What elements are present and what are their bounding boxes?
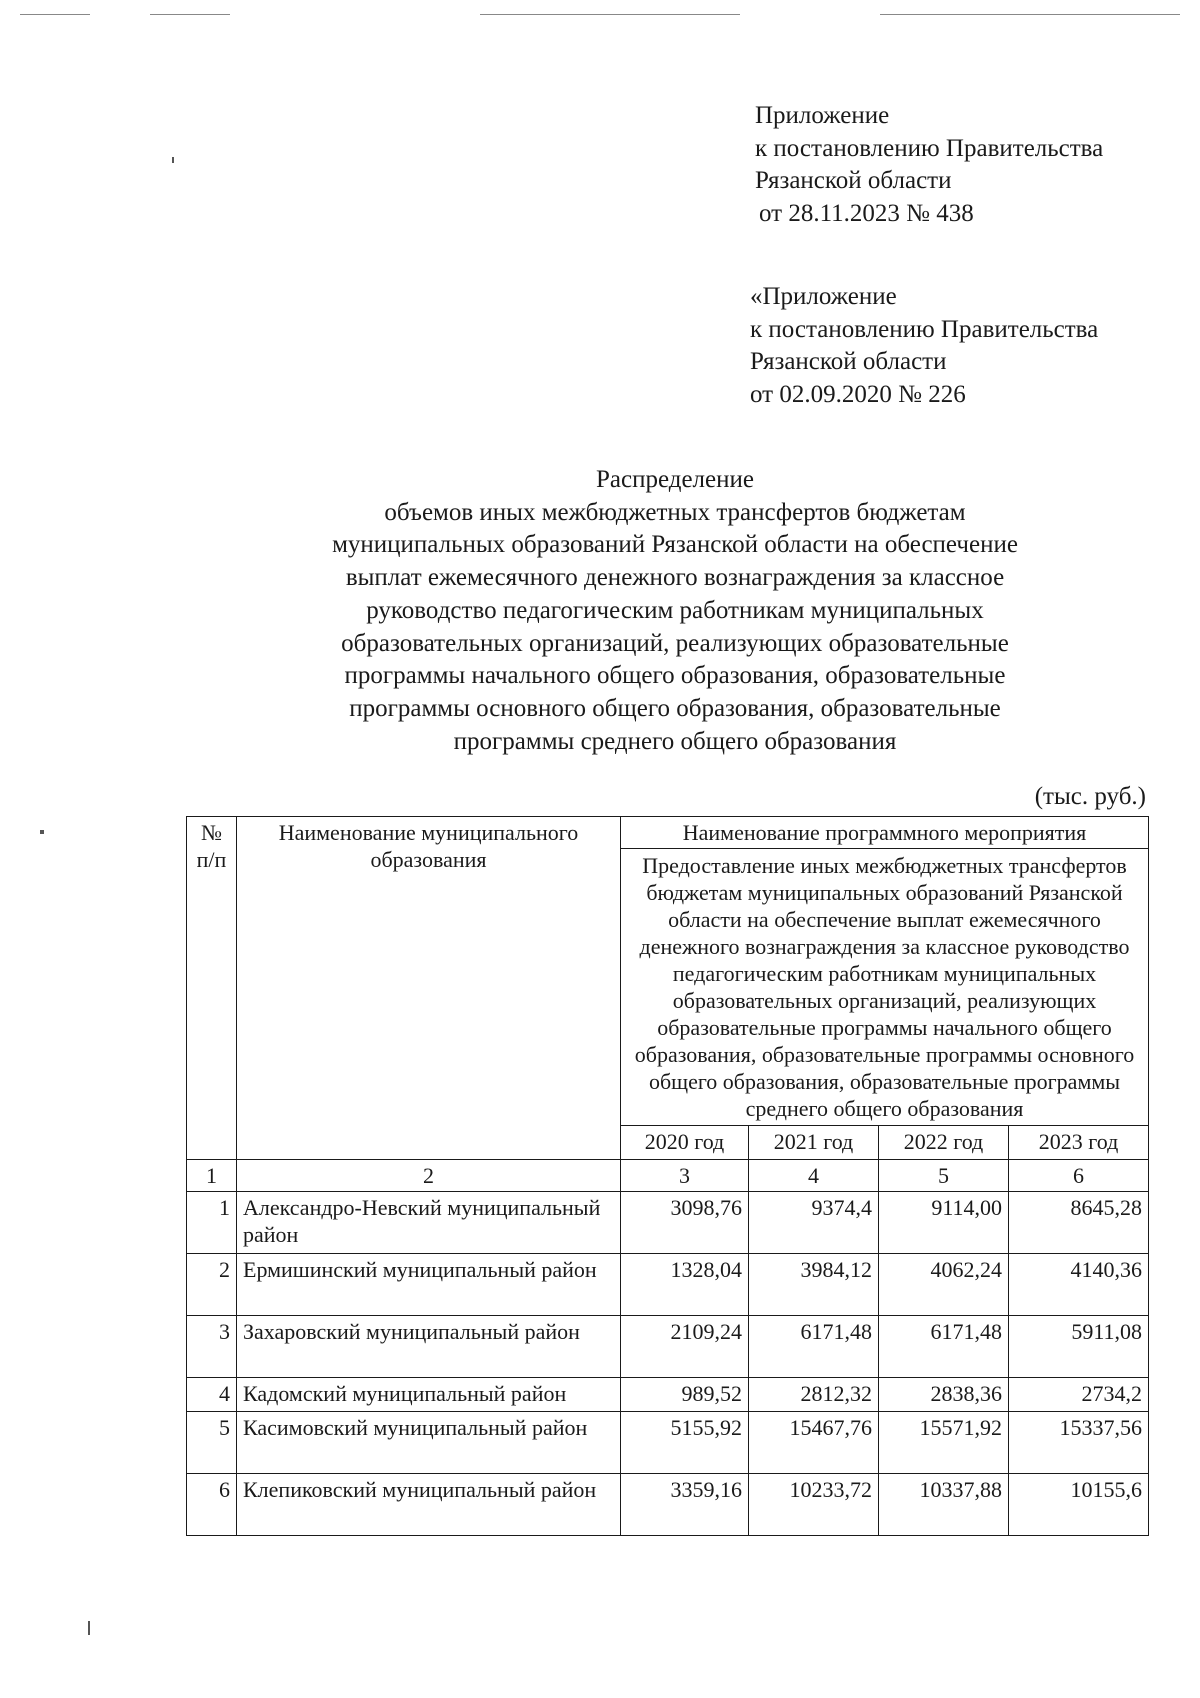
title-line: руководство педагогическим работникам муниципальных xyxy=(366,596,984,624)
scan-artifact xyxy=(40,830,44,834)
column-number: 6 xyxy=(1009,1160,1149,1192)
table-row xyxy=(187,1192,1149,1254)
value-2021: 10233,72 xyxy=(749,1474,879,1536)
title-line: объемов иных межбюджетных трансфертов бюджетам xyxy=(384,498,966,526)
row-number: 4 xyxy=(187,1378,237,1412)
value-2021: 9374,4 xyxy=(749,1192,879,1254)
row-number: 2 xyxy=(187,1254,237,1316)
municipality-name: Клепиковский муниципальный район xyxy=(237,1474,621,1536)
value-2020: 3098,76 xyxy=(621,1192,749,1254)
municipality-name: Касимовский муниципальный район xyxy=(237,1412,621,1474)
header-year: 2020 год xyxy=(621,1126,749,1160)
value-2021: 15467,76 xyxy=(749,1412,879,1474)
scan-artifact xyxy=(172,157,174,163)
header-municipality-name: Наименование муниципального образования xyxy=(237,817,621,1160)
value-2021: 6171,48 xyxy=(749,1316,879,1378)
value-2021: 3984,12 xyxy=(749,1254,879,1316)
appendix-date-line: от 28.11.2023 № 438 xyxy=(759,199,974,227)
appendix-line: к постановлению Правительства xyxy=(750,315,1099,343)
row-number: 6 xyxy=(187,1474,237,1536)
scan-artifact xyxy=(20,14,90,15)
value-2023: 15337,56 xyxy=(1009,1412,1149,1474)
value-2022: 2838,36 xyxy=(879,1378,1009,1412)
column-number: 1 xyxy=(187,1160,237,1192)
column-number: 5 xyxy=(879,1160,1009,1192)
value-2022: 15571,92 xyxy=(879,1412,1009,1474)
title-line: образовательных организаций, реализующих образовательные xyxy=(341,629,1009,657)
title-line: Распределение xyxy=(596,466,754,493)
appendix-original-reference xyxy=(750,281,1098,411)
appendix-line: Рязанской области xyxy=(755,167,952,194)
header-number: № п/п xyxy=(187,817,237,1160)
scan-artifact xyxy=(150,14,230,15)
appendix-line: к постановлению Правительства xyxy=(755,134,1104,162)
table-row xyxy=(187,1254,1149,1316)
header-year: 2023 год xyxy=(1009,1126,1149,1160)
value-2020: 1328,04 xyxy=(621,1254,749,1316)
municipality-name: Александро-Невский муниципальный район xyxy=(237,1192,621,1254)
value-2020: 5155,92 xyxy=(621,1412,749,1474)
appendix-line: «Приложение xyxy=(750,283,897,310)
scan-artifact xyxy=(480,14,740,15)
column-number: 4 xyxy=(749,1160,879,1192)
appendix-current-reference xyxy=(755,100,1103,230)
table-row xyxy=(187,1412,1149,1474)
table-row xyxy=(187,1316,1149,1378)
value-2020: 3359,16 xyxy=(621,1474,749,1536)
value-2022: 6171,48 xyxy=(879,1316,1009,1378)
value-2022: 9114,00 xyxy=(879,1192,1009,1254)
document-title xyxy=(200,464,1150,758)
appendix-line: Приложение xyxy=(755,102,890,129)
table-row xyxy=(187,1378,1149,1412)
table-row xyxy=(187,1474,1149,1536)
scan-artifact xyxy=(88,1621,90,1635)
municipality-name: Кадомский муниципальный район xyxy=(237,1378,621,1412)
value-2020: 989,52 xyxy=(621,1378,749,1412)
municipality-name: Захаровский муниципальный район xyxy=(237,1316,621,1378)
column-number: 3 xyxy=(621,1160,749,1192)
header-year: 2021 год xyxy=(749,1126,879,1160)
appendix-date-line: от 02.09.2020 № 226 xyxy=(750,380,966,408)
allocation-table xyxy=(186,816,1149,1536)
value-2023: 2734,2 xyxy=(1009,1378,1149,1412)
appendix-line: Рязанской области xyxy=(750,348,947,375)
column-number-row xyxy=(187,1160,1149,1192)
municipality-name: Ермишинский муниципальный район xyxy=(237,1254,621,1316)
value-2023: 4140,36 xyxy=(1009,1254,1149,1316)
title-line: программы основного общего образования, образовательные xyxy=(349,694,1001,722)
title-line: муниципальных образований Рязанской области на обеспечение xyxy=(332,531,1018,559)
row-number: 1 xyxy=(187,1192,237,1254)
value-2023: 10155,6 xyxy=(1009,1474,1149,1536)
row-number: 5 xyxy=(187,1412,237,1474)
value-2022: 10337,88 xyxy=(879,1474,1009,1536)
header-year: 2022 год xyxy=(879,1126,1009,1160)
header-event-description: Предоставление иных межбюджетных трансфертов бюджетам муниципальных образований Рязанской области на обеспечение выплат ежемесячного денежного вознаграждения за классное руководство педагогическим работникам муниципальных образовательных организаций, реализующих образовательные программы начального общего образования, образовательные программы основного общего образования, образовательные программы среднего общего образования xyxy=(621,849,1149,1126)
value-2021: 2812,32 xyxy=(749,1378,879,1412)
value-2020: 2109,24 xyxy=(621,1316,749,1378)
units-label: (тыс. руб.) xyxy=(1034,783,1146,810)
value-2023: 5911,08 xyxy=(1009,1316,1149,1378)
value-2022: 4062,24 xyxy=(879,1254,1009,1316)
row-number: 3 xyxy=(187,1316,237,1378)
value-2023: 8645,28 xyxy=(1009,1192,1149,1254)
title-line: выплат ежемесячного денежного вознаграждения за классное xyxy=(345,564,1005,592)
header-program-event: Наименование программного мероприятия xyxy=(621,817,1149,849)
column-number: 2 xyxy=(237,1160,621,1192)
title-line: программы среднего общего образования xyxy=(453,727,897,755)
title-line: программы начального общего образования, образовательные xyxy=(344,662,1006,690)
scan-artifact xyxy=(880,14,1180,15)
